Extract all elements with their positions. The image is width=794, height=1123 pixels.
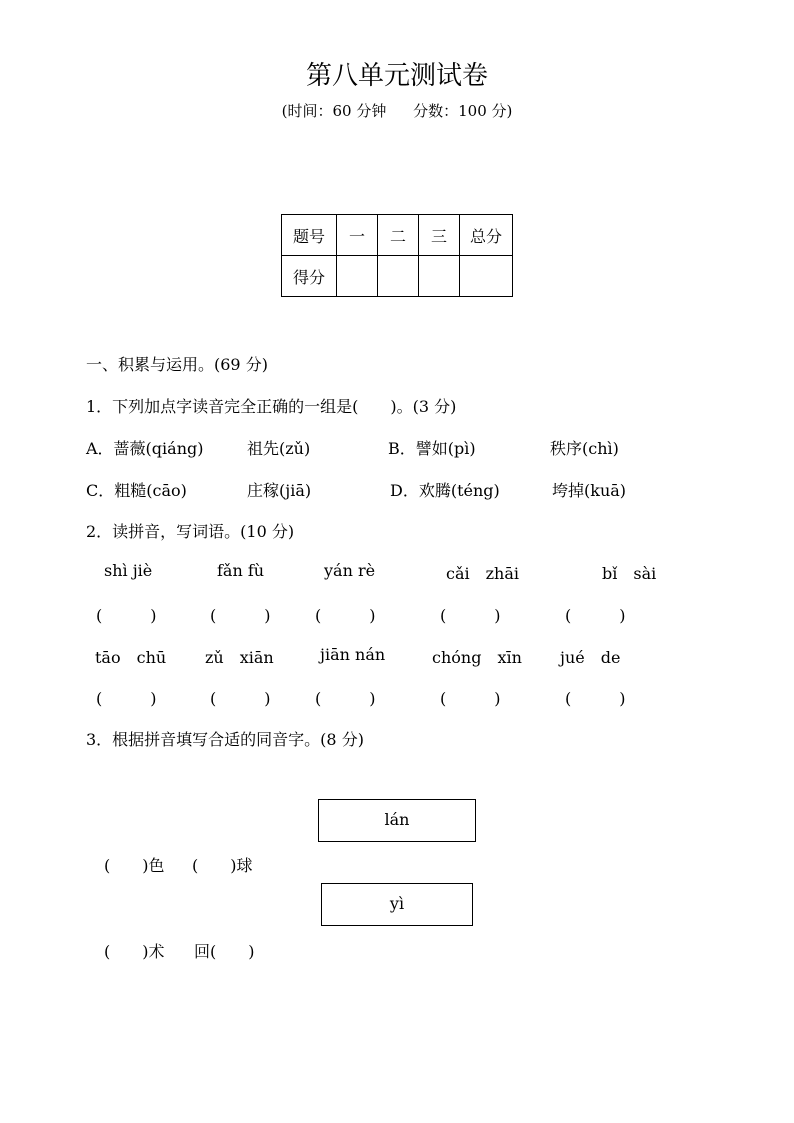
pinyin-word: tāo chū [95,648,167,667]
score-cell[interactable] [419,256,460,297]
total-score: 分数：100 分) [413,102,513,120]
answer-blank[interactable]: ( ) [210,606,271,625]
row-label-cell: 得分 [282,256,337,297]
question-1-stem: 1．下列加点字读音完全正确的一组是( )。(3 分) [86,397,457,416]
option-b-word2: 秩序(chì) [550,439,619,458]
option-c-word2: 庄稼(jiā) [247,481,312,500]
pinyin-word: jiān nán [320,645,386,664]
question-2-stem: 2．读拼音，写词语。(10 分) [86,522,295,541]
answer-blank[interactable]: ( ) [315,689,376,708]
score-cell[interactable] [337,256,378,297]
pinyin-word: shì jiè [104,561,153,580]
header-cell: 三 [419,215,460,256]
score-table-score-row [282,256,513,297]
fill-blank-item[interactable]: ( )球 [192,856,253,875]
fill-blank-item[interactable]: 回( ) [194,942,255,961]
option-d-word2: 垮掉(kuā) [552,481,627,500]
answer-blank[interactable]: ( ) [96,689,157,708]
header-cell: 总分 [460,215,513,256]
option-a: A．蔷薇(qiáng) [86,439,204,458]
answer-blank[interactable]: ( ) [440,606,501,625]
pinyin-word: fǎn fù [217,561,265,580]
question-3-stem: 3．根据拼音填写合适的同音字。(8 分) [86,730,364,749]
score-cell[interactable] [460,256,513,297]
header-cell: 二 [378,215,419,256]
page-title: 第八单元测试卷 [305,61,488,91]
score-table [281,214,513,297]
pinyin-word: cǎi zhāi [446,564,520,583]
answer-blank[interactable]: ( ) [96,606,157,625]
pinyin-box-label: lán [384,810,410,829]
fill-blank-item[interactable]: ( )术 [104,942,165,961]
section-heading: 一、积累与运用。(69 分) [86,355,268,374]
fill-blank-item[interactable]: ( )色 [104,856,165,875]
time-limit: (时间：60 分钟 [281,102,387,120]
option-b: B．譬如(pì) [388,439,476,458]
pinyin-word: yán rè [324,561,376,580]
score-cell[interactable] [378,256,419,297]
header-cell: 题号 [282,215,337,256]
pinyin-box-label: yì [389,894,405,913]
exam-info [0,100,794,121]
pinyin-word: zǔ xiān [205,648,274,667]
score-table-header-row [282,215,513,256]
pinyin-word: bǐ sài [602,564,657,583]
pinyin-box [318,799,476,842]
pinyin-box [321,883,473,926]
answer-blank[interactable]: ( ) [440,689,501,708]
header-cell: 一 [337,215,378,256]
answer-blank[interactable]: ( ) [315,606,376,625]
pinyin-word: chóng xīn [432,648,522,667]
answer-blank[interactable]: ( ) [565,689,626,708]
pinyin-word: jué de [560,648,621,667]
answer-blank[interactable]: ( ) [565,606,626,625]
option-d: D．欢腾(téng) [390,481,500,500]
answer-blank[interactable]: ( ) [210,689,271,708]
option-c: C．粗糙(cāo) [86,481,187,500]
option-a-word2: 祖先(zǔ) [247,439,311,458]
